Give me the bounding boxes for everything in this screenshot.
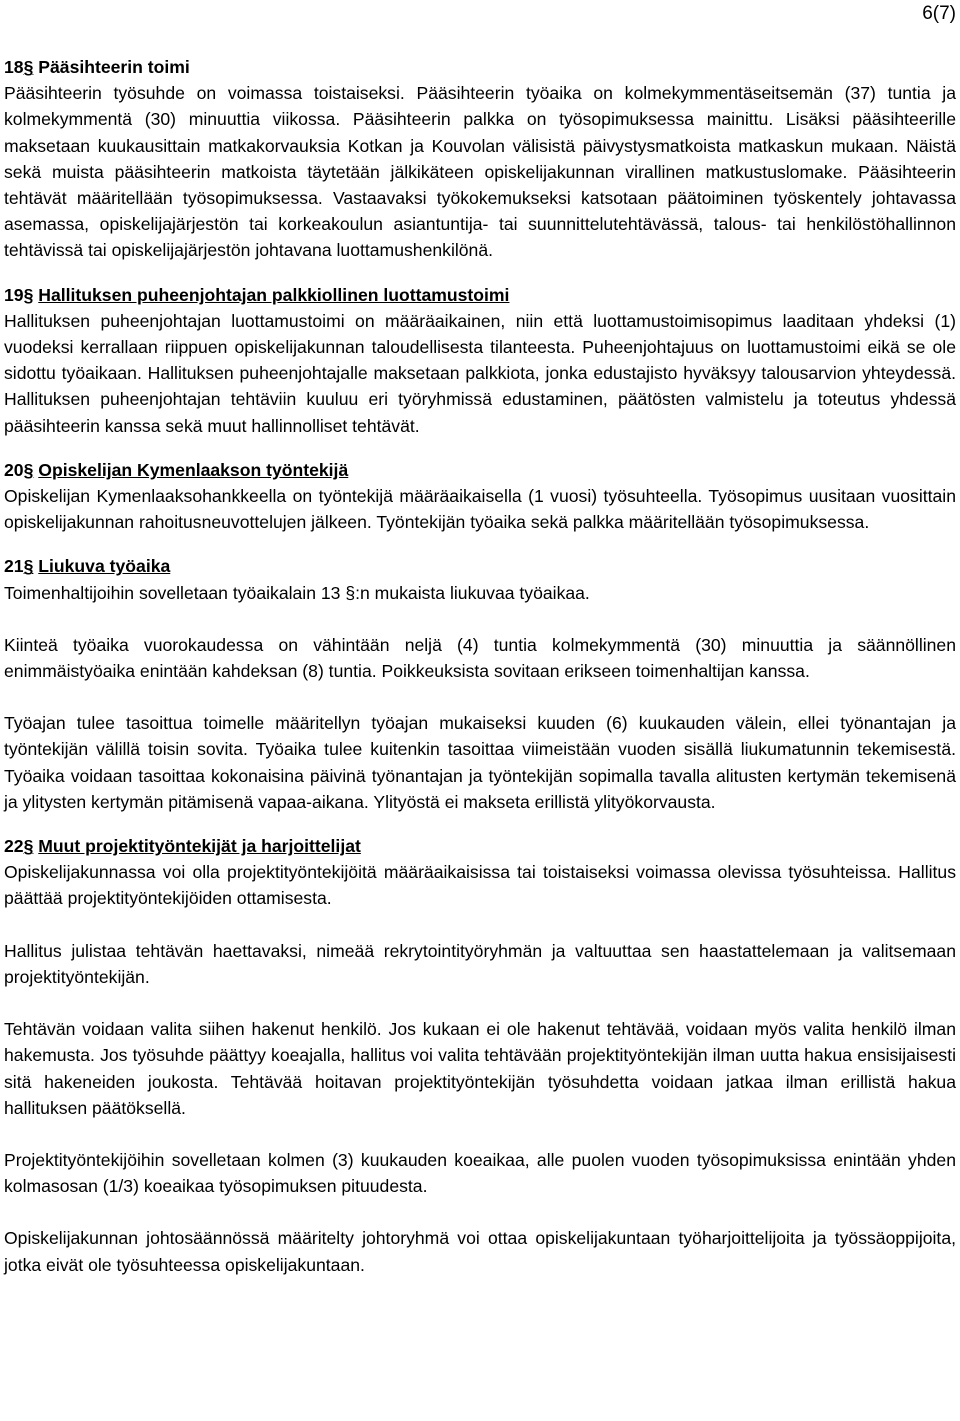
section-heading: [4, 553, 956, 579]
section-title: Hallituksen puheenjohtajan palkkiollinen luottamustoimi: [38, 284, 510, 305]
paragraph: Kiinteä työaika vuorokaudessa on vähintään neljä (4) tuntia kolmekymmentä (30) minuuttia ja säännöllinen enimmäistyöaika enintään kahdeksan (8) tuntia. Poikkeuksista sovitaan erikseen toimenhaltijan kanssa.: [4, 634, 956, 682]
section-number: 22: [4, 836, 24, 857]
section-heading: [4, 457, 956, 483]
page-number: 6(7): [922, 3, 956, 24]
paragraph: Projektityöntekijöihin sovelletaan kolmen (3) kuukauden koeaikaa, alle puolen vuoden työsopimuksissa enintään yhden kolmasosan (1/3) koeaikaa työsopimuksen pituudesta.: [4, 1149, 956, 1197]
section-22: [4, 833, 956, 1278]
paragraph: Toimenhaltijoihin sovelletaan työaikalain 13 §:n mukaista liukuvaa työaikaa.: [4, 582, 590, 603]
section-number: 20: [4, 459, 24, 480]
paragraph: Hallitus julistaa tehtävän haettavaksi, nimeää rekrytointityöryhmän ja valtuuttaa sen haastattelemaan ja valitsemaan projektityöntekijän.: [4, 940, 956, 987]
section-sign: §: [23, 57, 34, 77]
paragraph: Työajan tulee tasoittua toimelle määritellyn työajan mukaiseksi kuuden (6) kuukauden välein, ellei työnantajan ja työntekijän välillä toisin sovita. Työaika tulee kuitenkin tasoittaa viimeistään vuoden sisällä liukumatunnin tekemisestä. Työaika voidaan tasoittaa kokonaisina päivinä työnantajan ja työntekijän sopimalla tavalla alitusten kertymän tekemisenä ja ylitysten kertymän pitämisenä vapaa-aikana. Ylityöstä ei makseta erillistä ylityökorvausta.: [4, 713, 956, 812]
paragraph: Tehtävän voidaan valita siihen hakenut henkilö. Jos kukaan ei ole hakenut tehtävää, voidaan myös valita henkilö ilman hakemusta. Jos työsuhde päättyy koeajalla, hallitus voi valita tehtävään projektityöntekijän ilman uutta hakua ensisijaisesti sitä hakeneiden joukosta. Tehtävää hoitavan projektityöntekijän työsuhdetta voidaan jatkaa ilman erillistä hakua hallituksen päätöksellä.: [4, 1019, 956, 1118]
paragraph: Pääsihteerin työsuhde on voimassa toistaiseksi. Pääsihteerin työaika on kolmekymmentäseitsemän (37) tuntia ja kolmekymmentä (30) minuuttia viikossa. Pääsihteerin palkka on työsopimuksessa mainittu. Lisäksi pääsihteerille maksetaan kuukausittain matkakorvauksia Kotkan ja Kouvolan välisistä päivystysmatkoista matkaskun mukaan. Näistä sekä muista pääsihteerin matkoista täytetään jälkikäteen opiskelijakunnan virallinen matkustuslomake. Pääsihteerin tehtävät määritellään työsopimuksessa. Vastaavaksi työkokemukseksi katsotaan päätoiminen työskentely johtavassa asemassa, opiskelijajärjestön tai korkeakoulun asiantuntija- tai suunnittelutehtävässä, talous- tai henkilöstöhallinnon tehtävissä tai opiskelijajärjestön johtavana luottamushenkilönä.: [4, 83, 956, 261]
section-title: Liukuva työaika: [38, 556, 171, 577]
paragraph: Opiskelijakunnan johtosäännössä määritelty johtoryhmä voi ottaa opiskelijakuntaan työharjoittelijoita ja työssäoppijoita, jotka eivät ole työsuhteessa opiskelijakuntaan.: [4, 1228, 956, 1275]
section-18: [4, 54, 956, 264]
section-heading: [4, 282, 956, 308]
section-title: Pääsihteerin toimi: [38, 57, 190, 77]
section-20: [4, 457, 956, 536]
section-sign: §: [23, 836, 34, 857]
section-21: [4, 553, 956, 815]
section-heading: [4, 833, 956, 859]
section-number: 19: [4, 284, 24, 305]
section-number: 21: [4, 556, 24, 577]
section-title: Muut projektityöntekijät ja harjoittelijat: [38, 836, 361, 857]
section-heading: [4, 54, 956, 80]
paragraph: Hallituksen puheenjohtajan luottamustoimi on määräaikainen, niin että luottamustoimisopimus laaditaan yhdeksi (1) vuodeksi kerrallaan riippuen opiskelijakunnan taloudellisesta tilanteesta. Puheenjohtajuus on luottamustoimi eikä se ole sidottu työaikaan. Hallituksen puheenjohtajalle maksetaan palkkiota, jonka edustajisto hyväksyy talousarvion yhteydessä. Hallituksen puheenjohtajan tehtäviin kuuluu eri työryhmissä edustaminen, päätösten valmistelu ja toteutus yhdessä pääsihteerin kanssa sekä muut hallinnolliset tehtävät.: [4, 310, 956, 436]
section-sign: §: [23, 556, 34, 577]
section-title: Opiskelijan Kymenlaakson työntekijä: [38, 459, 349, 480]
section-19: [4, 282, 956, 439]
paragraph: Opiskelijakunnassa voi olla projektityöntekijöitä määräaikaisissa tai toistaiseksi voimassa olevissa työsuhteissa. Hallitus päättää projektityöntekijöiden ottamisesta.: [4, 862, 956, 909]
section-sign: §: [23, 459, 34, 480]
section-number: 18: [4, 57, 24, 77]
section-sign: §: [23, 284, 34, 305]
document-body: [4, 54, 956, 1278]
paragraph: Opiskelijan Kymenlaaksohankkeella on työntekijä määräaikaisella (1 vuosi) työsuhteella. Työsopimus uusitaan vuosittain opiskelijakunnan rahoitusneuvottelujen jälkeen. Työntekijän työaika sekä palkka määritellään työsopimuksessa.: [4, 486, 956, 533]
